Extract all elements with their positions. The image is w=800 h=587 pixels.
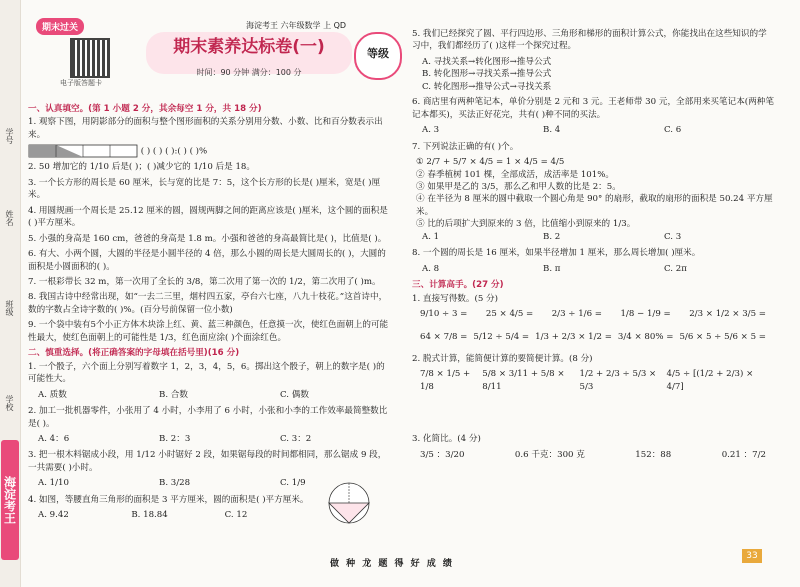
calc-item: 4/5 ÷ [(1/2 + 2/3) × 4/7] [666,369,754,392]
option: C. 1/9 [280,478,306,489]
option: B. 2：3 [159,433,191,444]
choice-6-options [412,124,774,136]
section-badge: 期末过关 [36,18,84,35]
option: A. 3 [422,125,440,136]
statement: ④ 在半径为 8 厘米的圆中截取一个圆心角是 90° 的扇形，截取的扇形的面积是 50.24 平方厘米。 [416,194,773,217]
question-8: 8. 我国古诗中经常出现，如“一去二三里，烟村四五家，亭台六七座，八九十枝花。”这首诗中，数的字数占全诗字数的( )%。(百分号前保留一位小数) [28,292,388,315]
choice-1-options [28,389,390,401]
section-1-heading: 一、认真填空。(第 1 小题 2 分，其余每空 1 分，共 18 分) [28,104,262,114]
option: B. 转化图形→寻找关系→推导公式 [422,69,552,80]
calc-item: 3/5 ：3/20 [420,449,465,460]
calc-2-heading: 2. 脱式计算，能简便计算的要简便计算。(8 分) [412,353,593,364]
option: C. 12 [224,510,248,521]
option: A. 1/10 [38,478,69,489]
circle-triangle-figure [326,480,372,526]
choice-5: 5. 我们已经探究了圆、平行四边形、三角形和梯形的面积计算公式，你能找出在这些知识的学习中，我们都经历了( )这样一个探究过程。 [412,29,767,52]
series-line: 海淀考王 六年级数学 上 QD [246,21,347,30]
calc-item: 25 × 4/5 = [485,309,534,320]
time-score: 时间：90 分钟 满分：100 分 [196,68,302,77]
question-5: 5. 小强的身高是 160 cm，爸爸的身高是 1.8 m。小强和爸爸的身高最简比是( )，比值是( )。 [28,233,387,244]
choice-7: 7. 下列说法正确的有( )个。 [412,141,519,152]
option: A. 8 [422,263,440,274]
calc-item: 0.21 ：7/2 [721,449,766,460]
calc-item: 64 × 7/8 = [420,331,468,342]
spine-label-school: 学校 [5,395,14,411]
statement: ① 2/7 + 5/7 × 4/5 = 1 × 4/5 = 4/5 [416,157,565,168]
question-1-figure-row [28,144,390,158]
spine-label-id: 学号 [5,128,14,144]
question-7: 7. 一根彩带长 32 m，第一次用了全长的 3/8，第二次用了第一次的 1/2，第二次用了( )m。 [28,276,381,287]
qr-code-icon[interactable] [70,38,110,78]
choice-2: 2. 加工一批机器零件，小张用了 4 小时，小李用了 6 小时，小张和小李的工作效率最简整数比是( )。 [28,406,388,429]
question-3: 3. 一个长方形的周长是 60 厘米，长与宽的比是 7：5，这个长方形的长是( )厘米，宽是( )厘米。 [28,177,381,201]
calc-item: 7/8 × 1/5 + 1/8 [420,369,471,392]
exam-header [36,18,398,98]
choice-7-options [412,231,774,243]
choice-8: 8. 一个圆的周长是 16 厘米，如果半径增加 1 厘米，那么周长增加( )厘米。 [412,248,701,259]
spine-label-class: 班级 [5,300,14,316]
shaded-rect-figure [28,144,138,158]
choice-8-options [412,263,774,275]
option: B. π [543,263,561,274]
option: A. 寻找关系→转化图形→推导公式 [422,56,552,67]
section-3-heading: 三、计算高手。(27 分) [412,280,504,291]
question-6: 6. 有大、小两个圆，大圆的半径是小圆半径的 4 倍，那么小圆的周长是大圆周长的( )，大圆的面积是小圆面积的( )。 [28,249,386,272]
choice-4-options [28,509,318,521]
calc-1-row-2 [412,331,774,343]
option: B. 4 [543,125,561,136]
question-4: 4. 用圆规画一个周长是 25.12 厘米的圆，圆规两脚之间的距离应该是( )厘米，这个圆的面积是( )平方厘米。 [28,205,388,229]
statement: ⑤ 比的后项扩大到原来的 3 倍，比值缩小到原来的 1/3。 [416,219,636,230]
title-box [146,32,352,77]
option: C. 3 [664,231,682,242]
calc-item: 0.6 千克：300 克 [514,449,585,460]
section-2-heading: 二、慎重选择。(将正确答案的字母填在括号里)(16 分) [28,348,240,359]
option: A. 9.42 [38,510,69,521]
question-9: 9. 一个袋中装有5个小正方体木块涂上红、黄、蓝三种颜色，任意摸一次，使红色面朝上的可能性最大，使红色面朝上的可能性是 1/3，红色面应涂( )个面涂红色。 [28,320,389,343]
option: C. 6 [664,125,682,136]
option: C. 2π [664,263,687,274]
binding-spine [0,0,21,587]
qr-caption: 电子版答题卡 [60,79,102,87]
calc-item: 1/8 − 1/9 = [620,309,671,320]
choice-1: 1. 一个骰子，六个面上分别写着数字 1，2，3，4，5，6。掷出这个骰子，朝上的数字是( )的可能性大。 [28,361,385,385]
option: C. 3：2 [280,433,312,444]
calc-item: 1/2 + 2/3 ÷ 5/3 × 5/3 [579,369,657,392]
calc-item: 9/10 ÷ 3 = [420,309,468,320]
calc-item: 2/3 ÷ 1/6 = [551,309,602,320]
calc-item: 5/12 ÷ 5/4 = [473,331,530,342]
calc-3-row [412,449,774,461]
option: B. 3/28 [159,478,191,489]
choice-7-statements [412,156,774,231]
choice-2-options [28,433,390,445]
question-1: 1. 观察下图，用阴影部分的面积与整个图形面积的关系分别用分数、小数、比和百分数表示出来。 [28,117,383,140]
footer-slogan: 做 种 龙 题 得 好 成 绩 [330,559,454,569]
calc-3-heading: 3. 化简比。(4 分) [412,434,481,445]
right-column [412,28,774,471]
page-title: 期末素养达标卷(一) [173,37,325,57]
option: A. 4：6 [38,433,70,444]
calc-1-heading: 1. 直接写得数。(5 分) [412,293,498,304]
calc-item: 1/3 + 2/3 × 1/2 = [535,331,612,342]
calc-item: 152：88 [635,449,672,460]
statement: ② 春季植树 101 棵，全部成活，成活率是 101%。 [416,169,614,180]
choice-6: 6. 商店里有两种笔记本，单价分别是 2 元和 3 元。王老师带 30 元，全部用来买笔记本(两种笔记本都买)，买法正好花完，共有( )种不同的买法。 [412,97,774,120]
option: A. 质数 [38,389,67,400]
choice-3: 3. 把一根木料锯成小段，用 1/12 小时锯好 2 段，如果锯每段的时间都相同，那么锯成 9 段，一共需要( )小时。 [28,450,387,473]
statement: ③ 如果甲是乙的 3/5，那么乙和甲人数的比是 2：5。 [416,181,621,192]
option: A. 1 [422,231,440,242]
choice-4: 4. 如图，等腰直角三角形的面积是 3 平方厘米，圆的面积是( )平方厘米。 [28,494,309,505]
option: B. 合数 [159,389,188,400]
calc-item: 5/6 × 5 ÷ 5/6 × 5 = [679,331,766,342]
calc-1-row-1 [412,308,774,320]
choice-5-options [412,56,774,93]
option: C. 转化图形→推导公式→寻找关系 [422,81,552,92]
calc-item: 2/3 × 1/2 × 3/5 = [689,309,766,320]
option: B. 18.84 [131,510,168,521]
grade-circle: 等级 [354,32,402,80]
option: B. 2 [543,231,561,242]
question-2: 2. 50 增加它的 1/10 后是( )；( )减少它的 1/10 后是 18。 [28,162,255,173]
spine-label-name: 姓名 [5,210,14,226]
option: C. 偶数 [280,389,309,400]
brand-badge: 海淀考王 [1,440,19,560]
calc-item: 5/8 × 3/11 + 5/8 × 8/11 [482,369,565,392]
calc-2-row [412,368,774,393]
question-1-blanks: ( ) ( ) ( ):( ) ( )% [140,146,208,157]
page-number: 33 [742,549,762,563]
calc-item: 3/4 × 80% = [617,331,674,342]
left-column [28,102,390,526]
